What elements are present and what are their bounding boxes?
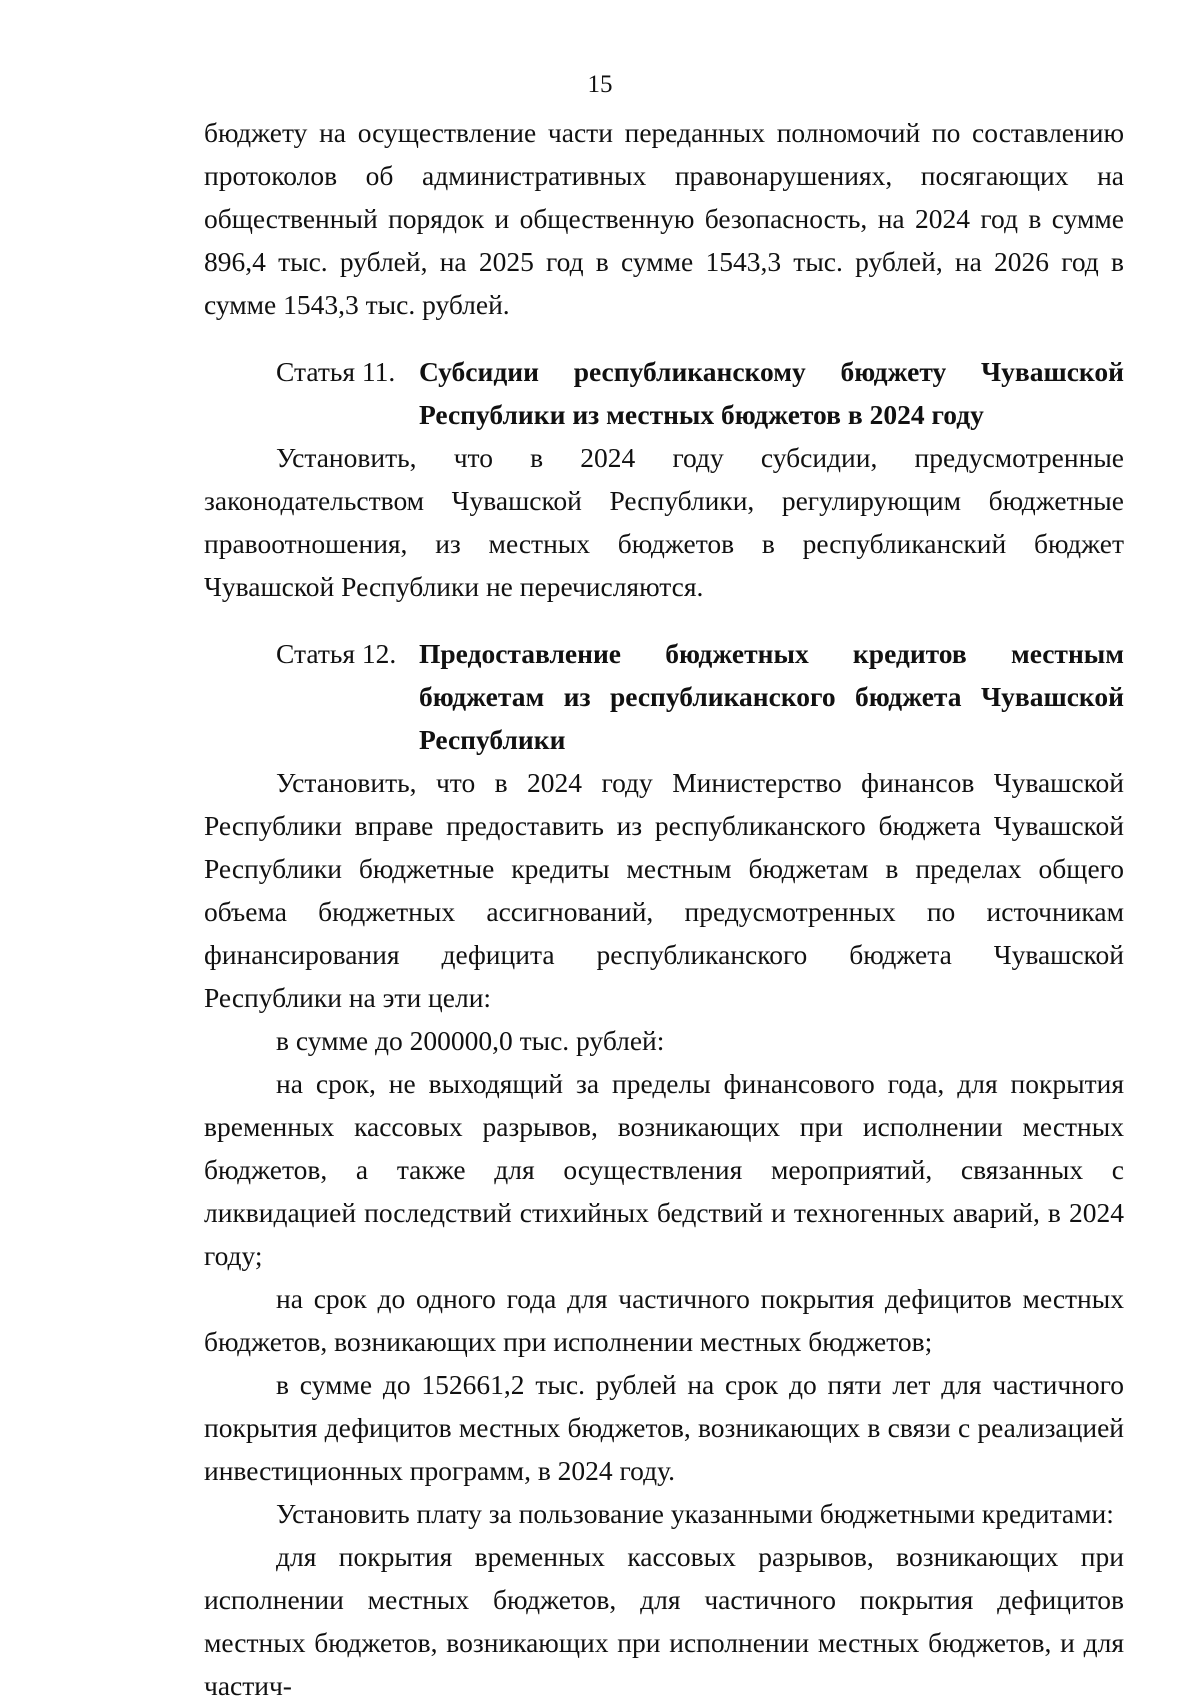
article-12-paragraph: на срок, не выходящий за пределы финансового года, для покрытия временных кассовых разрывов, возникающих при исполнении местных бюджетов, а также для осуществления мероприятий, связанных с ликвидацией последствий стихийных бедствий и техногенных аварий, в 2024 году; [204, 1068, 1124, 1271]
article-11-label: Статья 11. [276, 356, 396, 387]
article-12-label: Статья 12. [276, 638, 397, 669]
article-11-paragraph: Установить, что в 2024 году субсидии, предусмотренные законодательством Чувашской Республики, регулирующим бюджетные правоотношения, из местных бюджетов в республиканский бюджет Чувашской Республики не перечисляются. [204, 442, 1124, 602]
article-12-paragraph: в сумме до 200000,0 тыс. рублей: [276, 1025, 665, 1056]
document-body [204, 111, 1124, 1707]
article-11-title: Субсидии республиканскому бюджету Чувашской Республики из местных бюджетов в 2024 году [419, 356, 1124, 430]
article-12-paragraph: на срок до одного года для частичного покрытия дефицитов местных бюджетов, возникающих при исполнении местных бюджетов; [204, 1283, 1124, 1357]
article-12-paragraph: для покрытия временных кассовых разрывов, возникающих при исполнении местных бюджетов, для частичного покрытия дефицитов местных бюджетов, возникающих при исполнении местных бюджетов, и для частич- [204, 1541, 1124, 1701]
page-number: 15 [587, 71, 613, 98]
article-11-heading [204, 350, 1124, 436]
article-12-paragraph: Установить, что в 2024 году Министерство финансов Чувашской Республики вправе предоставить из республиканского бюджета Чувашской Республики бюджетные кредиты местным бюджетам в пределах общего объема бюджетных ассигнований, предусмотренных по источникам финансирования дефицита республиканского бюджета Чувашской Республики на эти цели: [204, 767, 1124, 1013]
intro-paragraph: бюджету на осуществление части переданных полномочий по составлению протоколов об административных правонарушениях, посягающих на общественный порядок и общественную безопасность, на 2024 год в сумме 896,4 тыс. рублей, на 2025 год в сумме 1543,3 тыс. рублей, на 2026 год в сумме 1543,3 тыс. рублей. [204, 117, 1124, 320]
article-12-paragraph: Установить плату за пользование указанными бюджетными кредитами: [276, 1498, 1114, 1529]
article-12-title: Предоставление бюджетных кредитов местным бюджетам из республиканского бюджета Чувашской Республики [419, 638, 1124, 755]
article-12-paragraph: в сумме до 152661,2 тыс. рублей на срок до пяти лет для частичного покрытия дефицитов местных бюджетов, возникающих в связи с реализацией инвестиционных программ, в 2024 году. [204, 1369, 1124, 1486]
article-12-heading [204, 632, 1124, 761]
